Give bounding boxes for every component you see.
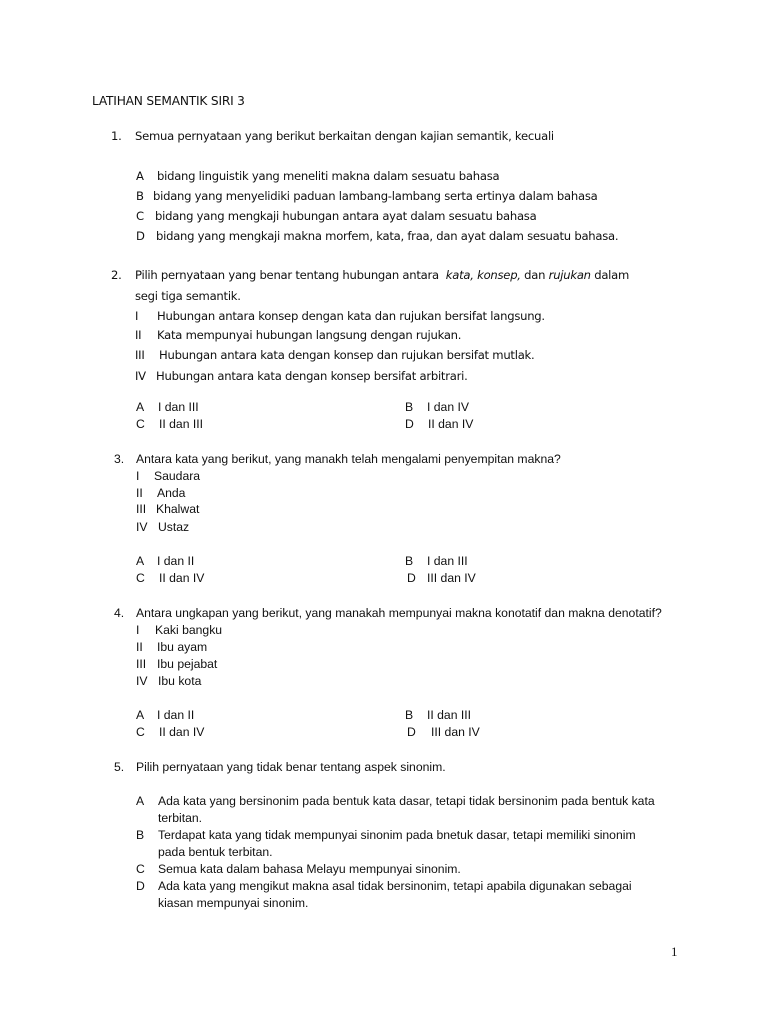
question-text: Pilih pernyataan yang tidak benar tentang aspek sinonim. (136, 760, 446, 774)
item-number: IV (136, 674, 148, 688)
question-text-line2: segi tiga semantik. (135, 289, 241, 303)
option-letter: B (405, 708, 414, 722)
item-text: Ustaz (158, 520, 190, 534)
item-number: II (136, 640, 143, 654)
statement-number: I (135, 309, 139, 323)
option-text: II dan IV (428, 417, 474, 431)
option-letter: A (136, 169, 144, 183)
option-text: III dan IV (427, 571, 476, 585)
option-letter: C (136, 725, 145, 739)
option-text: bidang linguistik yang meneliti makna dalam sesuatu bahasa (157, 169, 500, 183)
option-letter: D (407, 725, 416, 739)
option-letter: A (136, 400, 145, 414)
option-text-continued: terbitan. (158, 811, 203, 825)
option-letter: C (136, 862, 145, 876)
statement-number: II (135, 328, 142, 342)
statement-text: Kata mempunyai hubungan langsung dengan rujukan. (157, 328, 462, 342)
term-rujukan: rujukan (548, 268, 591, 282)
statement-text: Hubungan antara konsep dengan kata dan rujukan bersifat langsung. (157, 309, 545, 323)
item-text: Saudara (154, 469, 201, 483)
item-text: Khalwat (156, 502, 200, 516)
item-text: Kaki bangku (155, 623, 223, 637)
question-text: Antara kata yang berikut, yang manakh telah mengalami penyempitan makna? (136, 452, 561, 466)
question-number: 3. (114, 452, 125, 466)
statement-text: Hubungan antara kata dengan konsep dan rujukan bersifat mutlak. (159, 348, 535, 362)
option-text: II dan III (159, 417, 204, 431)
question-text (135, 268, 629, 282)
option-text: Ada kata yang mengikut makna asal tidak bersinonim, tetapi apabila digunakan sebagai (158, 879, 632, 893)
page-number: 1 (671, 944, 678, 959)
option-letter: A (136, 794, 145, 808)
statement-number: III (135, 348, 145, 362)
term-kata: kata, (445, 268, 474, 282)
question-number: 2. (111, 268, 122, 282)
question-text-part: Pilih pernyataan yang benar tentang hubungan antara (135, 268, 439, 282)
option-text: I dan III (158, 400, 199, 414)
option-text: III dan IV (431, 725, 480, 739)
option-text: Terdapat kata yang tidak mempunyai sinonim pada bnetuk dasar, tetapi memiliki sinonim (158, 828, 636, 842)
option-text: I dan II (157, 554, 195, 568)
item-number: IV (136, 520, 148, 534)
option-letter: A (136, 554, 145, 568)
option-text: Semua kata dalam bahasa Melayu mempunyai sinonim. (158, 862, 461, 876)
option-letter: D (407, 571, 416, 585)
item-number: II (136, 486, 143, 500)
option-letter: C (136, 209, 144, 223)
option-letter: A (136, 708, 145, 722)
option-letter: B (136, 828, 145, 842)
option-letter: B (136, 189, 144, 203)
option-letter: D (136, 229, 145, 243)
item-text: Anda (157, 486, 186, 500)
option-letter: B (405, 400, 414, 414)
item-number: I (136, 623, 140, 637)
question-text: Semua pernyataan yang berikut berkaitan dengan kajian semantik, kecuali (135, 129, 554, 143)
question-text-part: dalam (594, 268, 630, 282)
statement-text: Hubungan antara kata dengan konsep bersifat arbitrari. (156, 369, 468, 383)
option-text-continued: pada bentuk terbitan. (158, 845, 273, 859)
statement-number: IV (135, 369, 146, 383)
option-letter: C (136, 571, 145, 585)
option-text: I dan III (427, 554, 468, 568)
item-text: Ibu ayam (157, 640, 208, 654)
item-number: III (136, 502, 147, 516)
option-text: bidang yang menyelidiki paduan lambang-lambang serta ertinya dalam bahasa (153, 189, 598, 203)
option-text: II dan IV (159, 725, 205, 739)
option-text: Ada kata yang bersinonim pada bentuk kata dasar, tetapi tidak bersinonim pada bentuk kata (158, 794, 655, 808)
option-letter: C (136, 417, 145, 431)
item-number: I (136, 469, 140, 483)
option-text: I dan II (157, 708, 195, 722)
conjunction: dan (524, 268, 546, 282)
option-letter: B (405, 554, 414, 568)
question-text: Antara ungkapan yang berikut, yang manakah mempunyai makna konotatif dan makna denotatif? (136, 606, 662, 620)
item-text: Ibu kota (158, 674, 202, 688)
option-text: II dan III (427, 708, 472, 722)
term-konsep: konsep, (477, 268, 521, 282)
option-letter: D (405, 417, 414, 431)
question-number: 5. (114, 760, 125, 774)
option-text-continued: kiasan mempunyai sinonim. (158, 896, 309, 910)
page-title: LATIHAN SEMANTIK SIRI 3 (92, 94, 245, 108)
option-text: bidang yang mengkaji hubungan antara ayat dalam sesuatu bahasa (155, 209, 537, 223)
option-text: bidang yang mengkaji makna morfem, kata, fraa, dan ayat dalam sesuatu bahasa. (156, 229, 619, 243)
item-text: Ibu pejabat (157, 657, 218, 671)
option-letter: D (136, 879, 145, 893)
question-number: 1. (111, 129, 122, 143)
item-number: III (136, 657, 147, 671)
option-text: II dan IV (159, 571, 205, 585)
question-number: 4. (114, 606, 125, 620)
option-text: I dan IV (427, 400, 470, 414)
